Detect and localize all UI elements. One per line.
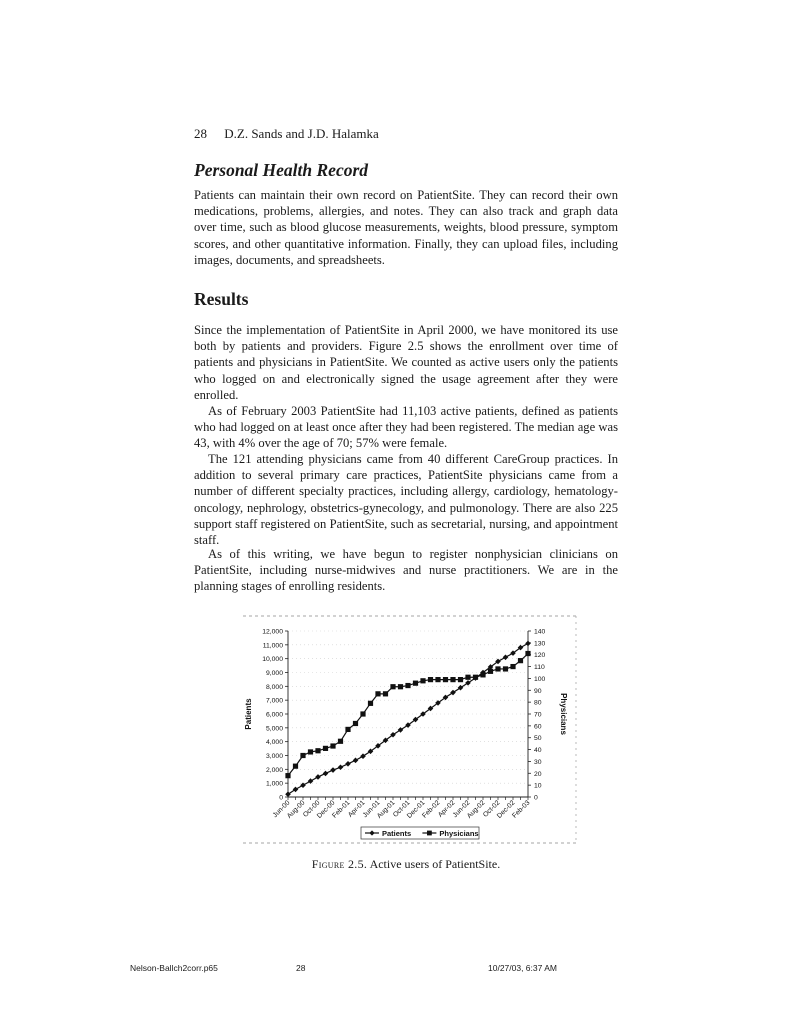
physicians-point [413, 681, 418, 686]
y-tick-label-left: 4,000 [265, 739, 283, 747]
section-heading-personal-health-record: Personal Health Record [194, 160, 369, 180]
patients-point [315, 774, 321, 780]
figure-caption-label: Figure 2.5. [311, 857, 368, 871]
x-tick-label: Feb-03 [511, 799, 532, 820]
x-tick-label: Jun-02 [451, 799, 472, 820]
x-tick-label: Aug-00 [285, 799, 307, 820]
physicians-point [473, 675, 478, 680]
y-tick-label-left: 5,000 [265, 725, 283, 733]
physicians-point [368, 701, 373, 706]
x-tick-label: Oct-01 [392, 799, 412, 819]
y-tick-label-right: 70 [534, 711, 542, 719]
physicians-point [285, 773, 290, 778]
figure-caption-text: Active users of PatientSite. [369, 857, 501, 871]
legend-marker-physicians [427, 831, 432, 836]
y-tick-label-left: 6,000 [265, 711, 283, 719]
y-tick-label-right: 90 [534, 687, 542, 695]
y-tick-label-left: 12,000 [262, 628, 283, 636]
x-tick-label: Apr-02 [437, 799, 457, 819]
section-heading-results: Results [194, 289, 249, 309]
x-tick-label: Dec-00 [315, 799, 337, 820]
running-head [194, 126, 379, 142]
x-tick-label: Aug-01 [375, 799, 397, 820]
figure-2-5 [243, 615, 577, 845]
physicians-point [338, 739, 343, 744]
figure-caption [194, 857, 618, 872]
running-head-authors: D.Z. Sands and J.D. Halamka [224, 126, 379, 141]
paragraph-results-3: The 121 attending physicians came from 40 different CareGroup practices. In addition to several primary care practices, PatientSite physicians came from a number of different specialty practices, including allergy, cardiology, hematology-oncology, nephrology, obstetrics-gynecology, and pulmonology. There are also 225 support staff registered on PatientSite, such as secretarial, nursing, and appointment staff. [194, 452, 618, 548]
physicians-point [345, 727, 350, 732]
footer-timestamp: 10/27/03, 6:37 AM [488, 963, 557, 973]
y-tick-label-left: 11,000 [262, 642, 283, 650]
y-tick-label-right: 130 [534, 640, 546, 648]
y-tick-label-right: 120 [534, 652, 546, 660]
footer-page: 28 [296, 963, 306, 973]
x-tick-label: Dec-01 [405, 799, 427, 820]
physicians-point [488, 669, 493, 674]
patients-point [353, 758, 359, 764]
physicians-point [435, 677, 440, 682]
physicians-point [405, 683, 410, 688]
paragraph-results-2: As of February 2003 PatientSite had 11,103 active patients, defined as patients who had logged on at least once after they had been registered. The median age was 43, with 4% over the age of 70; 57% were female. [194, 404, 618, 451]
physicians-point [308, 749, 313, 754]
x-tick-label: Feb-01 [331, 799, 352, 820]
y-axis-title-left: Patients [244, 698, 253, 730]
page-number: 28 [194, 126, 207, 141]
patients-point [338, 764, 344, 770]
y-tick-label-right: 110 [534, 664, 545, 672]
legend-label-patients: Patients [382, 829, 412, 838]
physicians-point [518, 658, 523, 663]
patients-point [503, 654, 509, 660]
x-tick-label: Apr-01 [347, 799, 367, 819]
physicians-point [293, 764, 298, 769]
y-tick-label-right: 60 [534, 723, 542, 731]
y-tick-label-left: 8,000 [265, 683, 283, 691]
patients-point [345, 761, 351, 767]
patients-point [330, 767, 336, 773]
physicians-point [323, 746, 328, 751]
paragraph-results-4: As of this writing, we have begun to register nonphysician clinicians on PatientSite, including nurse-midwives and nurse practitioners. We are in the planning stages of enrolling residents. [194, 547, 618, 594]
patients-point [323, 771, 329, 777]
y-tick-label-left: 7,000 [265, 697, 283, 705]
x-tick-label: Aug-02 [465, 799, 487, 820]
y-tick-label-right: 140 [534, 628, 546, 636]
physicians-point [495, 666, 500, 671]
physicians-point [458, 677, 463, 682]
physicians-point [503, 666, 508, 671]
physicians-point [420, 678, 425, 683]
physicians-point [525, 651, 530, 656]
physicians-point [390, 684, 395, 689]
physicians-point [465, 675, 470, 680]
y-tick-label-right: 100 [534, 675, 546, 683]
paragraph-phr: Patients can maintain their own record on PatientSite. They can record their own medications, problems, allergies, and notes. They can also track and graph data over time, such as blood glucose measurements, weights, blood pressure, symptom scores, and other quantitative information. Finally, they can upload files, including images, documents, and spreadsheets. [194, 188, 618, 267]
physicians-point [510, 664, 515, 669]
x-tick-label: Jun-01 [361, 799, 382, 820]
y-tick-label-right: 0 [534, 794, 538, 802]
y-tick-label-right: 10 [534, 782, 542, 790]
y-tick-label-left: 1,000 [265, 780, 283, 788]
physicians-point [443, 677, 448, 682]
physicians-point [450, 677, 455, 682]
y-axis-title-right: Physicians [559, 693, 568, 735]
y-tick-label-right: 20 [534, 770, 542, 778]
physicians-point [480, 672, 485, 677]
physicians-point [315, 748, 320, 753]
physicians-point [375, 691, 380, 696]
physicians-point [330, 743, 335, 748]
x-tick-label: Oct-02 [482, 799, 502, 819]
y-tick-label-left: 2,000 [265, 766, 283, 774]
footer-filename: Nelson-Ballch2corr.p65 [130, 963, 218, 973]
x-tick-label: Dec-02 [495, 799, 517, 820]
legend-label-physicians: Physicians [439, 829, 479, 838]
y-tick-label-left: 3,000 [265, 753, 283, 760]
y-tick-label-right: 30 [534, 758, 542, 766]
x-tick-label: Jun-00 [271, 799, 292, 820]
patients-point [525, 641, 531, 647]
physicians-point [428, 677, 433, 682]
x-tick-label: Feb-02 [421, 799, 442, 820]
x-tick-label: Oct-00 [302, 799, 322, 819]
y-tick-label-left: 0 [279, 794, 283, 802]
physicians-point [300, 753, 305, 758]
paragraph-results-1: Since the implementation of PatientSite in April 2000, we have monitored its use both by patients and providers. Figure 2.5 shows the enrollment over time of patients and physicians in PatientSite. We counted as active users only the patients who logged on and electronically signed the usage agreement after they were enrolled. [194, 323, 618, 402]
physicians-point [353, 721, 358, 726]
y-tick-label-right: 50 [534, 735, 542, 743]
y-tick-label-left: 9,000 [265, 670, 283, 677]
physicians-point [398, 684, 403, 689]
y-tick-label-left: 10,000 [262, 656, 283, 664]
physicians-point [360, 711, 365, 716]
active-users-chart [243, 615, 577, 845]
physicians-point [383, 691, 388, 696]
y-tick-label-right: 80 [534, 699, 542, 707]
y-tick-label-right: 40 [534, 747, 542, 755]
